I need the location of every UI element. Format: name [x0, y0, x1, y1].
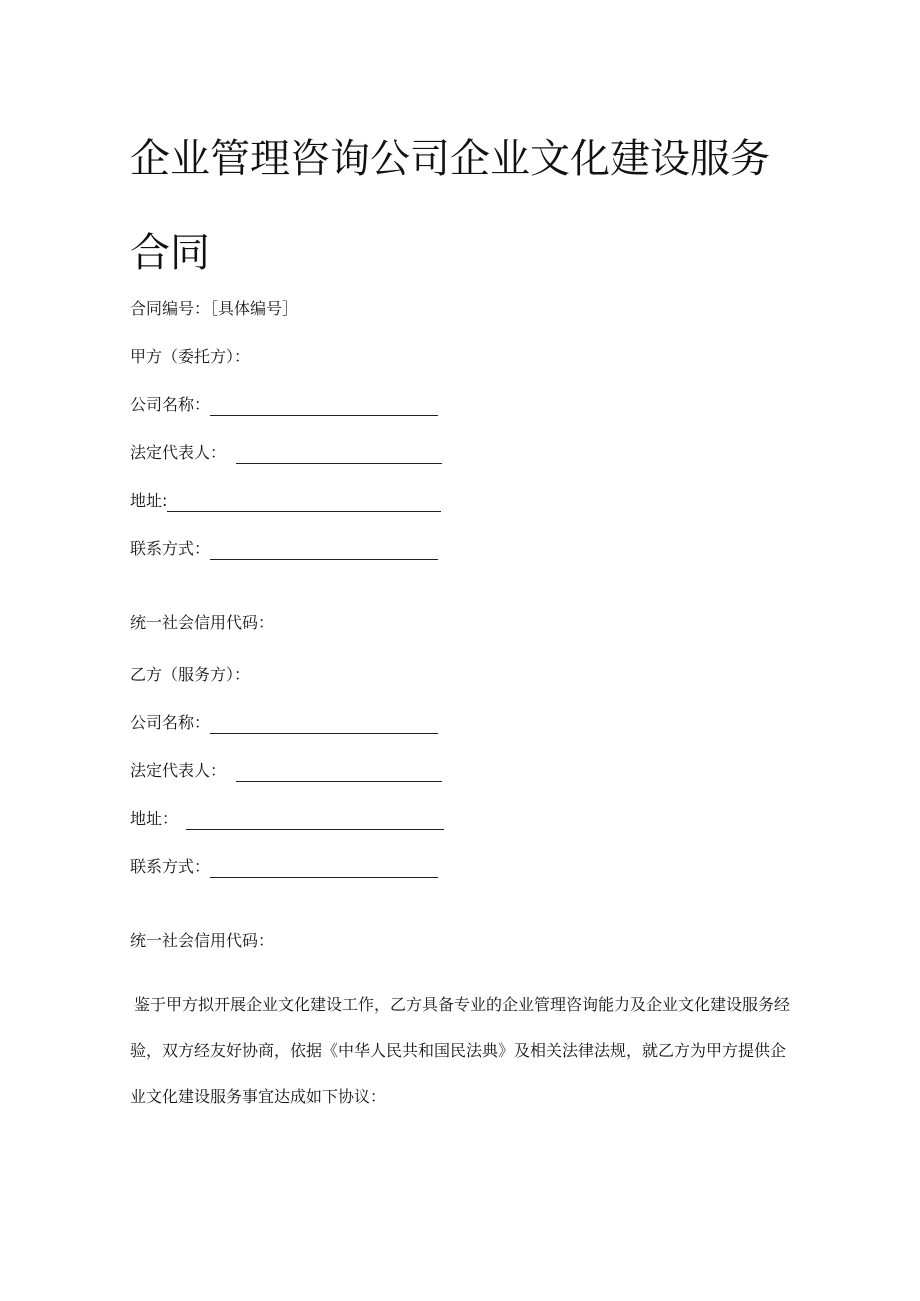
- party-a-contact-label: 联系方式：: [130, 539, 211, 558]
- party-a-address-blank[interactable]: [167, 494, 441, 512]
- party-b-contact-blank[interactable]: [210, 860, 438, 878]
- party-a-rep-blank[interactable]: [236, 446, 442, 464]
- party-b-company-label: 公司名称：: [130, 713, 211, 732]
- party-b-rep-blank[interactable]: [236, 764, 442, 782]
- party-b-contact-label: 联系方式：: [130, 857, 211, 876]
- party-a-address-label: 地址:: [130, 491, 168, 510]
- party-a-company-row: [130, 394, 438, 416]
- party-a-company-blank[interactable]: [210, 398, 438, 416]
- party-b-rep-row: [130, 760, 442, 782]
- party-b-contact-row: [130, 856, 438, 878]
- party-a-credit-code: 统一社会信用代码：: [130, 613, 275, 632]
- party-b-company-blank[interactable]: [210, 716, 438, 734]
- party-a-address-row: [130, 490, 441, 512]
- document-title: 企业管理咨询公司企业文化建设服务合同: [130, 136, 770, 276]
- contract-number: 合同编号：［具体编号］: [130, 299, 299, 318]
- party-b-address-row: [130, 808, 444, 830]
- party-b-rep-label: 法定代表人：: [130, 761, 227, 780]
- party-b-address-blank[interactable]: [186, 812, 444, 830]
- preamble-paragraph: 鉴于甲方拟开展企业文化建设工作，乙方具备专业的企业管理咨询能力及企业文化建设服务经验，双方经友好协商，依据《中华人民共和国民法典》及相关法律法规，就乙方为甲方提供企业文化建设服务事宜达成如下协议：: [130, 995, 791, 1106]
- party-b-credit-code: 统一社会信用代码：: [130, 931, 275, 950]
- party-a-contact-blank[interactable]: [210, 542, 438, 560]
- party-a-rep-label: 法定代表人：: [130, 443, 227, 462]
- party-a-contact-row: [130, 538, 438, 560]
- party-a-rep-row: [130, 442, 442, 464]
- party-a-company-label: 公司名称：: [130, 395, 211, 414]
- party-a-heading: 甲方（委托方）：: [130, 347, 251, 366]
- party-b-company-row: [130, 712, 438, 734]
- party-b-heading: 乙方（服务方）：: [130, 665, 251, 684]
- party-b-address-label: 地址：: [130, 809, 179, 828]
